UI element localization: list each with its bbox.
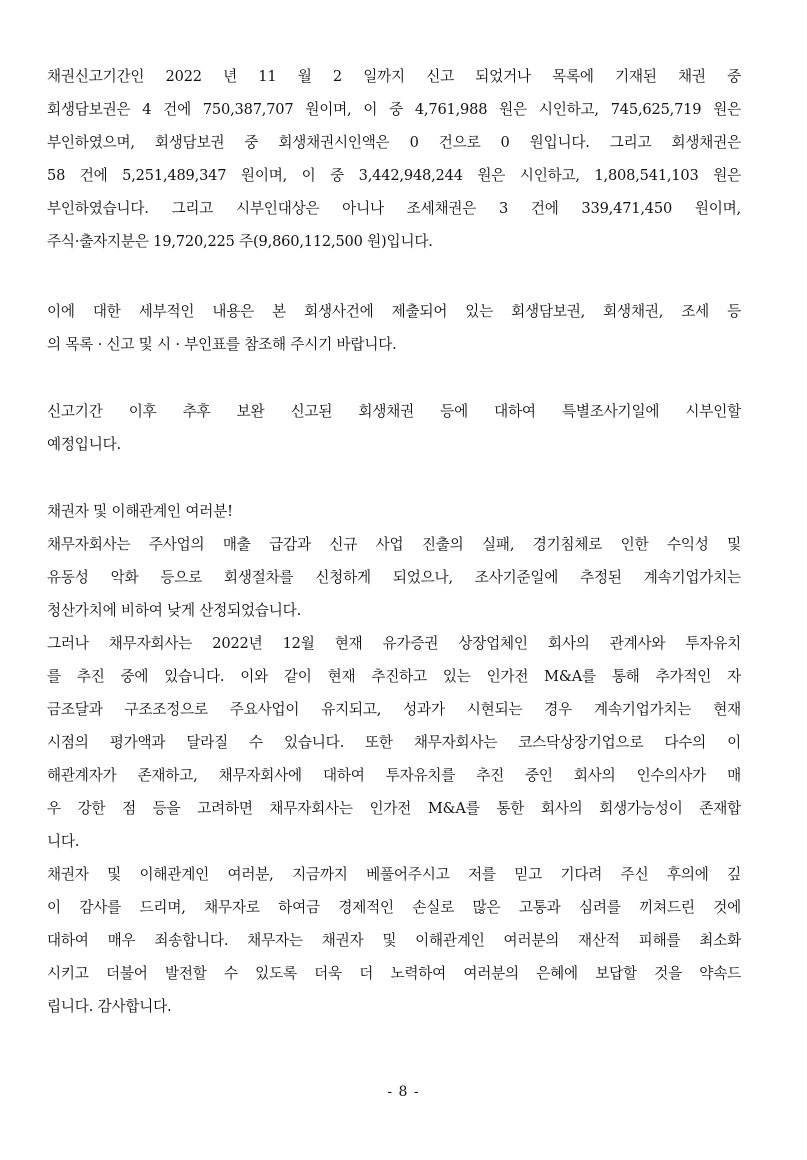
text-line: 시점의 평가액과 달라질 수 있습니다. 또한 채무자회사는 코스닥상장기업으로 다수의 이 <box>47 734 741 751</box>
text-line: 채권자 및 이해관계인 여러분, 지금까지 베풀어주시고 저를 믿고 기다려 주신 후의에 깊 <box>47 866 741 883</box>
text-line: 해관계자가 존재하고, 채무자회사에 대하여 투자유치를 추진 중인 회사의 인수의사가 매 <box>47 767 741 784</box>
text-line: 채권신고기간인 2022 년 11 월 2 일까지 신고 되었거나 목록에 기재된 채권 중 <box>47 68 741 85</box>
text-line: 니다. <box>47 833 80 850</box>
text-line: 부인하였습니다. 그리고 시부인대상은 아니나 조세채권은 3 건에 339,471,450 원이며, <box>47 200 741 217</box>
text-line: 유동성 악화 등으로 회생절차를 신청하게 되었으나, 조사기준일에 추정된 계속기업가치는 <box>47 569 741 586</box>
text-line: 금조달과 구조조정으로 주요사업이 유지되고, 성과가 시현되는 경우 계속기업가치는 현재 <box>47 701 741 718</box>
text-line: 시키고 더불어 발전할 수 있도록 더욱 더 노력하여 여러분의 은혜에 보답할 것을 약속드 <box>47 965 741 982</box>
text-line: 채권자 및 이해관계인 여러분! <box>47 503 233 520</box>
text-line: 청산가치에 비하여 낮게 산정되었습니다. <box>47 602 302 619</box>
text-line: 의 목록 · 신고 및 시 · 부인표를 참조해 주시기 바랍니다. <box>47 336 397 353</box>
text-line: 이에 대한 세부적인 내용은 본 회생사건에 제출되어 있는 회생담보권, 회생채권, 조세 등 <box>47 303 741 320</box>
text-line: 신고기간 이후 추후 보완 신고된 회생채권 등에 대하여 특별조사기일에 시부인할 <box>47 403 741 420</box>
text-line: 그러나 채무자회사는 2022년 12월 현재 유가증권 상장업체인 회사의 관계사와 투자유치 <box>47 635 741 652</box>
text-line: 대하여 매우 죄송합니다. 채무자는 채권자 및 이해관계인 여러분의 재산적 피해를 최소화 <box>47 932 741 949</box>
text-line: 채무자회사는 주사업의 매출 급감과 신규 사업 진출의 실패, 경기침체로 인한 수익성 및 <box>47 536 741 553</box>
text-line: 58 건에 5,251,489,347 원이며, 이 중 3,442,948,244 원은 시인하고, 1,808,541,103 원은 <box>47 167 741 184</box>
text-line: 회생담보권은 4 건에 750,387,707 원이며, 이 중 4,761,988 원은 시인하고, 745,625,719 원은 <box>47 101 741 118</box>
text-line: 예정입니다. <box>47 436 121 453</box>
text-line: 우 강한 점 등을 고려하면 채무자회사는 인가전 M&A를 통한 회사의 회생가능성이 존재합 <box>47 800 741 817</box>
text-line: 주식·출자지분은 19,720,225 주(9,860,112,500 원)입니다. <box>47 233 433 250</box>
text-line: 이 감사를 드리며, 채무자로 하여금 경제적인 손실로 많은 고통과 심려를 끼쳐드린 것에 <box>47 899 741 916</box>
page-number: - 8 - <box>387 1084 420 1100</box>
text-line: 부인하였으며, 회생담보권 중 회생채권시인액은 0 건으로 0 원입니다. 그리고 회생채권은 <box>47 134 741 151</box>
text-line: 립니다. 감사합니다. <box>47 998 172 1015</box>
text-line: 를 추진 중에 있습니다. 이와 같이 현재 추진하고 있는 인가전 M&A를 통해 추가적인 자 <box>47 668 741 685</box>
